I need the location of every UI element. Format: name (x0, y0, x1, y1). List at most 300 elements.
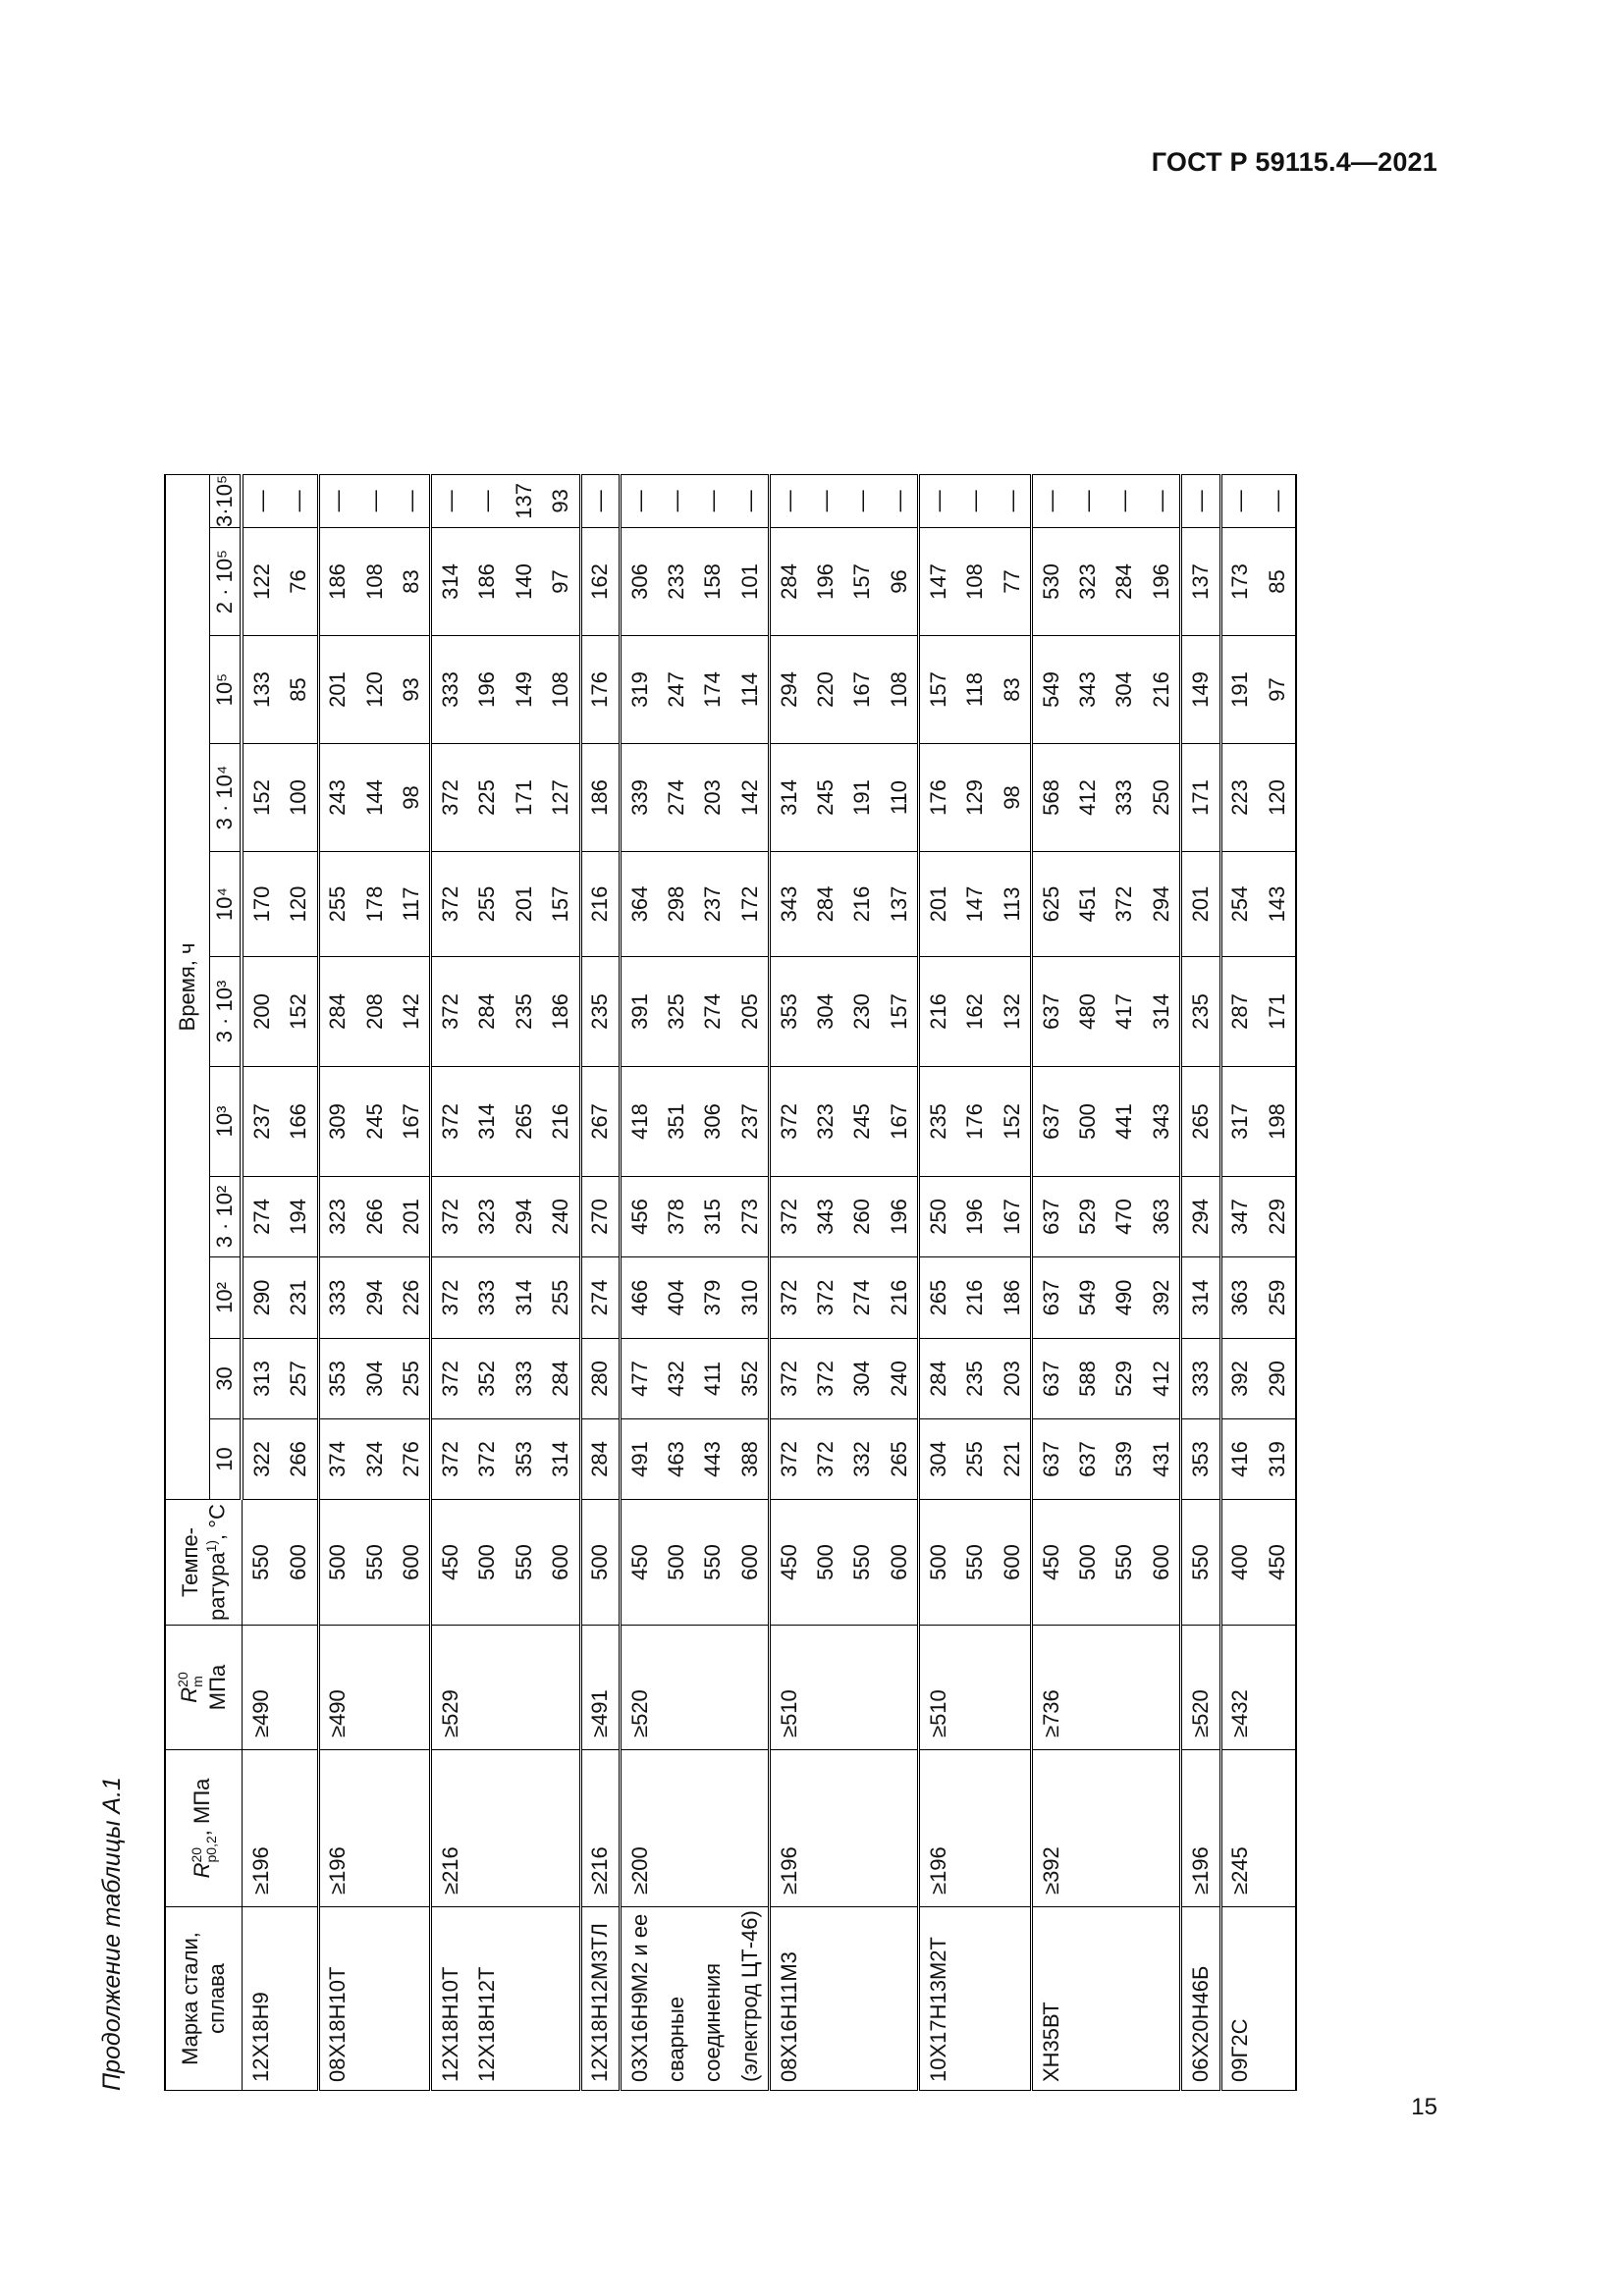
cell-value: 353 (1181, 1419, 1220, 1500)
cell-value: 223 (1220, 744, 1259, 852)
cell-value: 137 (1181, 528, 1220, 636)
cell-value: 97 (542, 528, 580, 636)
cell-value: 466 (620, 1257, 658, 1339)
table-row (919, 474, 957, 2090)
cell-value: 294 (770, 636, 808, 744)
cell-value: 274 (695, 957, 731, 1067)
cell-value: 372 (431, 1339, 469, 1419)
cell-value: 372 (807, 1419, 843, 1500)
cell-value: 152 (242, 744, 280, 852)
cell-value: 203 (695, 744, 731, 852)
cell-value: 637 (1032, 1339, 1070, 1419)
cell-temperature: 550 (957, 1500, 994, 1626)
cell-value: 129 (957, 744, 994, 852)
cell-temperature: 600 (731, 1500, 770, 1626)
cell-value: — (731, 474, 770, 527)
cell-value: 372 (431, 1177, 469, 1257)
cell-mark: 12Х18Н10Т (431, 1907, 469, 2091)
cell-value: 237 (695, 852, 731, 957)
cell-value: 240 (542, 1177, 580, 1257)
table-row (393, 474, 431, 2090)
cell-value: 162 (957, 957, 994, 1067)
cell-temperature: 500 (1070, 1500, 1107, 1626)
cell-value: 76 (280, 528, 318, 636)
cell-value: 372 (431, 1257, 469, 1339)
cell-rp (844, 1750, 881, 1907)
cell-rp (393, 1750, 431, 1907)
cell-value: 310 (731, 1257, 770, 1339)
cell-rp (356, 1750, 393, 1907)
cell-value: 171 (1181, 744, 1220, 852)
cell-value: 314 (542, 1419, 580, 1500)
cell-value: 549 (1070, 1257, 1107, 1339)
cell-rm (881, 1626, 919, 1750)
cell-value: 276 (393, 1419, 431, 1500)
cell-value: 176 (580, 636, 620, 744)
cell-value: 284 (770, 528, 808, 636)
cell-value: 294 (1143, 852, 1181, 957)
cell-value: 287 (1220, 957, 1259, 1067)
cell-value: 284 (318, 957, 356, 1067)
cell-value: 147 (957, 852, 994, 957)
cell-rm: ≥520 (620, 1626, 658, 1750)
cell-value: 152 (994, 1067, 1032, 1177)
cell-rm (695, 1626, 731, 1750)
cell-value: 529 (1107, 1339, 1143, 1419)
cell-value: 347 (1220, 1177, 1259, 1257)
cell-value: 231 (280, 1257, 318, 1339)
cell-value: 549 (1032, 636, 1070, 744)
cell-rm (1259, 1626, 1296, 1750)
cell-value: — (356, 474, 393, 527)
cell-value: 220 (807, 636, 843, 744)
cell-value: 372 (431, 1419, 469, 1500)
cell-rm: ≥491 (580, 1626, 620, 1750)
cell-rm (506, 1626, 542, 1750)
table-row (1032, 474, 1070, 2090)
cell-value: 343 (807, 1177, 843, 1257)
cell-value: — (807, 474, 843, 527)
header-time-1e4: 10⁴ (210, 852, 243, 957)
cell-value: 379 (695, 1257, 731, 1339)
cell-value: 470 (1107, 1177, 1143, 1257)
cell-rm: ≥490 (242, 1626, 280, 1750)
cell-value: 298 (658, 852, 694, 957)
cell-rp (1070, 1750, 1107, 1907)
cell-value: 230 (844, 957, 881, 1067)
cell-value: 372 (770, 1419, 808, 1500)
cell-rm (393, 1626, 431, 1750)
cell-value: 304 (807, 957, 843, 1067)
cell-value: 233 (658, 528, 694, 636)
cell-value: 216 (844, 852, 881, 957)
cell-mark (957, 1907, 994, 2091)
cell-mark (807, 1907, 843, 2091)
cell-value: — (620, 474, 658, 527)
cell-value: 196 (469, 636, 506, 744)
cell-value: 254 (1220, 852, 1259, 957)
header-time-2e5: 2 · 10⁵ (210, 528, 243, 636)
cell-value: 317 (1220, 1067, 1259, 1177)
cell-value: 157 (844, 528, 881, 636)
cell-value: 388 (731, 1419, 770, 1500)
cell-value: 274 (844, 1257, 881, 1339)
cell-value: 314 (770, 744, 808, 852)
cell-value: 83 (994, 636, 1032, 744)
cell-temperature: 550 (356, 1500, 393, 1626)
cell-value: 259 (1259, 1257, 1296, 1339)
cell-value: 225 (469, 744, 506, 852)
cell-temperature: 500 (318, 1500, 356, 1626)
cell-value: 314 (431, 528, 469, 636)
cell-value: 200 (242, 957, 280, 1067)
cell-value: 245 (356, 1067, 393, 1177)
cell-value: 530 (1032, 528, 1070, 636)
cell-value: 323 (1070, 528, 1107, 636)
cell-rp (1259, 1750, 1296, 1907)
header-time-3e5: 3·10⁵ (210, 474, 243, 527)
cell-value: 431 (1143, 1419, 1181, 1500)
cell-mark (1070, 1907, 1107, 2091)
cell-value: 294 (356, 1257, 393, 1339)
cell-rm: ≥490 (318, 1626, 356, 1750)
cell-value: 265 (881, 1419, 919, 1500)
cell-mark (1143, 1907, 1181, 2091)
cell-value: 304 (1107, 636, 1143, 744)
strength-table (164, 474, 1297, 2091)
cell-value: 140 (506, 528, 542, 636)
cell-rp: ≥216 (431, 1750, 469, 1907)
cell-value: — (580, 474, 620, 527)
cell-value: 374 (318, 1419, 356, 1500)
cell-temperature: 400 (1220, 1500, 1259, 1626)
cell-value: 247 (658, 636, 694, 744)
header-time-3e4: 3 · 10⁴ (210, 744, 243, 852)
cell-value: 149 (1181, 636, 1220, 744)
cell-value: 392 (1220, 1339, 1259, 1419)
cell-value: 216 (881, 1257, 919, 1339)
cell-rm (1143, 1626, 1181, 1750)
cell-value: 274 (580, 1257, 620, 1339)
cell-value: 114 (731, 636, 770, 744)
cell-value: — (1032, 474, 1070, 527)
cell-temperature: 500 (580, 1500, 620, 1626)
cell-value: 343 (1143, 1067, 1181, 1177)
cell-value: 85 (1259, 528, 1296, 636)
cell-rp (280, 1750, 318, 1907)
table-row (620, 474, 658, 2090)
cell-value: 191 (1220, 636, 1259, 744)
cell-value: 372 (431, 744, 469, 852)
cell-value: 637 (1032, 1067, 1070, 1177)
header-time-1e3: 10³ (210, 1067, 243, 1177)
cell-mark (844, 1907, 881, 2091)
cell-value: 284 (919, 1339, 957, 1419)
cell-value: 294 (506, 1177, 542, 1257)
cell-value: 186 (542, 957, 580, 1067)
cell-temperature: 600 (542, 1500, 580, 1626)
cell-temperature: 450 (431, 1500, 469, 1626)
header-time-3e3: 3 · 10³ (210, 957, 243, 1067)
cell-value: 339 (620, 744, 658, 852)
cell-value: 637 (1070, 1419, 1107, 1500)
cell-value: 122 (242, 528, 280, 636)
cell-value: 314 (506, 1257, 542, 1339)
cell-temperature: 450 (620, 1500, 658, 1626)
cell-value: 167 (844, 636, 881, 744)
cell-value: 304 (356, 1339, 393, 1419)
cell-value: 113 (994, 852, 1032, 957)
cell-rm (1070, 1626, 1107, 1750)
cell-rm: ≥529 (431, 1626, 469, 1750)
cell-rp: ≥196 (242, 1750, 280, 1907)
cell-value: 314 (1143, 957, 1181, 1067)
cell-value: 133 (242, 636, 280, 744)
table-row (881, 474, 919, 2090)
cell-value: 120 (356, 636, 393, 744)
header-time-10: 10 (210, 1419, 243, 1500)
cell-value: 284 (542, 1339, 580, 1419)
cell-value: 323 (469, 1177, 506, 1257)
cell-mark (280, 1907, 318, 2091)
cell-value: — (919, 474, 957, 527)
cell-value: 637 (1032, 1419, 1070, 1500)
cell-value: 323 (807, 1067, 843, 1177)
cell-temperature: 600 (881, 1500, 919, 1626)
cell-value: — (469, 474, 506, 527)
cell-value: 588 (1070, 1339, 1107, 1419)
cell-rp: ≥216 (580, 1750, 620, 1907)
cell-value: 443 (695, 1419, 731, 1500)
cell-value: 378 (658, 1177, 694, 1257)
cell-value: 110 (881, 744, 919, 852)
cell-value: 491 (620, 1419, 658, 1500)
table-row (356, 474, 393, 2090)
cell-value: 235 (919, 1067, 957, 1177)
cell-value: 290 (242, 1257, 280, 1339)
cell-temperature: 600 (393, 1500, 431, 1626)
cell-rm (807, 1626, 843, 1750)
cell-value: 132 (994, 957, 1032, 1067)
table-row (770, 474, 808, 2090)
cell-value: 304 (919, 1419, 957, 1500)
cell-value: 235 (506, 957, 542, 1067)
cell-value: 173 (1220, 528, 1259, 636)
cell-value: 372 (431, 1067, 469, 1177)
table-row (469, 474, 506, 2090)
cell-value: 568 (1032, 744, 1070, 852)
table-row (1181, 474, 1220, 2090)
cell-value: 625 (1032, 852, 1070, 957)
cell-rm: ≥510 (770, 1626, 808, 1750)
cell-value: 216 (1143, 636, 1181, 744)
cell-mark (1259, 1907, 1296, 2091)
cell-value: 267 (580, 1067, 620, 1177)
cell-rp (994, 1750, 1032, 1907)
cell-rp (807, 1750, 843, 1907)
cell-value: 196 (1143, 528, 1181, 636)
cell-value: 108 (542, 636, 580, 744)
cell-rm (844, 1626, 881, 1750)
cell-value: 149 (506, 636, 542, 744)
cell-temperature: 500 (469, 1500, 506, 1626)
cell-value: 333 (1181, 1339, 1220, 1419)
table-row (580, 474, 620, 2090)
cell-rp: ≥245 (1220, 1750, 1259, 1907)
cell-mark (393, 1907, 431, 2091)
cell-value: 250 (919, 1177, 957, 1257)
cell-value: 186 (318, 528, 356, 636)
cell-value: 255 (318, 852, 356, 957)
cell-value: 333 (318, 1257, 356, 1339)
cell-value: 229 (1259, 1177, 1296, 1257)
cell-value: 319 (1259, 1419, 1296, 1500)
cell-rp (506, 1750, 542, 1907)
cell-value: 352 (731, 1339, 770, 1419)
cell-value: 198 (1259, 1067, 1296, 1177)
cell-value: 333 (469, 1257, 506, 1339)
cell-value: 158 (695, 528, 731, 636)
cell-value: 332 (844, 1419, 881, 1500)
cell-value: 266 (356, 1177, 393, 1257)
cell-value: 294 (1181, 1177, 1220, 1257)
cell-temperature: 600 (280, 1500, 318, 1626)
cell-mark: 09Г2С (1220, 1907, 1259, 2091)
cell-rm (658, 1626, 694, 1750)
cell-value: 372 (807, 1339, 843, 1419)
cell-value: 372 (770, 1257, 808, 1339)
cell-value: 255 (393, 1339, 431, 1419)
cell-mark: 08Х16Н11М3 (770, 1907, 808, 2091)
cell-value: 284 (1107, 528, 1143, 636)
cell-rp: ≥392 (1032, 1750, 1070, 1907)
cell-temperature: 500 (807, 1500, 843, 1626)
cell-rm (994, 1626, 1032, 1750)
cell-value: 170 (242, 852, 280, 957)
cell-value: 274 (242, 1177, 280, 1257)
cell-rm: ≥520 (1181, 1626, 1220, 1750)
cell-value: 363 (1220, 1257, 1259, 1339)
cell-value: 432 (658, 1339, 694, 1419)
cell-rm: ≥736 (1032, 1626, 1070, 1750)
cell-value: 274 (658, 744, 694, 852)
cell-value: 364 (620, 852, 658, 957)
cell-value: 463 (658, 1419, 694, 1500)
cell-value: 167 (881, 1067, 919, 1177)
cell-value: 120 (1259, 744, 1296, 852)
cell-value: 235 (957, 1339, 994, 1419)
cell-value: 196 (807, 528, 843, 636)
table-row (542, 474, 580, 2090)
cell-value: 171 (1259, 957, 1296, 1067)
cell-value: — (994, 474, 1032, 527)
cell-rp (542, 1750, 580, 1907)
cell-temperature: 450 (770, 1500, 808, 1626)
cell-rp (881, 1750, 919, 1907)
cell-value: 490 (1107, 1257, 1143, 1339)
cell-value: 167 (994, 1177, 1032, 1257)
cell-value: 352 (469, 1339, 506, 1419)
cell-value: 245 (844, 1067, 881, 1177)
cell-value: 306 (695, 1067, 731, 1177)
cell-value: 255 (469, 852, 506, 957)
cell-value: 201 (393, 1177, 431, 1257)
cell-rp: ≥196 (1181, 1750, 1220, 1907)
cell-value: — (1070, 474, 1107, 527)
cell-mark: ХН35ВТ (1032, 1907, 1070, 2091)
cell-value: 343 (770, 852, 808, 957)
cell-rp: ≥196 (770, 1750, 808, 1907)
cell-value: 372 (469, 1419, 506, 1500)
cell-value: 137 (506, 474, 542, 527)
cell-value: 201 (506, 852, 542, 957)
cell-mark (542, 1907, 580, 2091)
cell-value: 98 (994, 744, 1032, 852)
cell-value: — (431, 474, 469, 527)
cell-rm (542, 1626, 580, 1750)
cell-value: 313 (242, 1339, 280, 1419)
cell-value: 221 (994, 1419, 1032, 1500)
table-row (318, 474, 356, 2090)
cell-temperature: 450 (1259, 1500, 1296, 1626)
cell-value: 333 (431, 636, 469, 744)
table-row (731, 474, 770, 2090)
cell-value: 319 (620, 636, 658, 744)
cell-rp (658, 1750, 694, 1907)
cell-mark: 06Х20Н46Б (1181, 1907, 1220, 2091)
cell-value: 176 (919, 744, 957, 852)
table-row (807, 474, 843, 2090)
cell-value: 265 (919, 1257, 957, 1339)
cell-rp: ≥196 (919, 1750, 957, 1907)
cell-value: 480 (1070, 957, 1107, 1067)
cell-value: 309 (318, 1067, 356, 1177)
cell-value: 201 (919, 852, 957, 957)
cell-value: 243 (318, 744, 356, 852)
cell-value: 273 (731, 1177, 770, 1257)
cell-value: 101 (731, 528, 770, 636)
cell-value: 255 (957, 1419, 994, 1500)
cell-value: 97 (1259, 636, 1296, 744)
cell-value: 372 (431, 957, 469, 1067)
cell-value: 353 (770, 957, 808, 1067)
header-temperature: Темпе- ратура$^{1)}$, °С (165, 1500, 242, 1626)
table-row (1259, 474, 1296, 2090)
cell-value: 186 (469, 528, 506, 636)
cell-value: 186 (580, 744, 620, 852)
cell-value: 284 (807, 852, 843, 957)
cell-value: 157 (881, 957, 919, 1067)
cell-value: — (1143, 474, 1181, 527)
cell-value: 255 (542, 1257, 580, 1339)
cell-value: 216 (580, 852, 620, 957)
header-rp: R20 p0,2, МПа (165, 1750, 242, 1907)
cell-value: 323 (318, 1177, 356, 1257)
cell-temperature: 600 (1143, 1500, 1181, 1626)
cell-value: — (695, 474, 731, 527)
cell-value: 284 (580, 1419, 620, 1500)
cell-value: 144 (356, 744, 393, 852)
cell-value: — (393, 474, 431, 527)
cell-value: 171 (506, 744, 542, 852)
header-time-30: 30 (210, 1339, 243, 1419)
cell-value: 363 (1143, 1177, 1181, 1257)
cell-value: 201 (318, 636, 356, 744)
header-mark: Марка стали, сплава (165, 1907, 242, 2091)
cell-value: 178 (356, 852, 393, 957)
cell-value: 143 (1259, 852, 1296, 957)
cell-value: 166 (280, 1067, 318, 1177)
